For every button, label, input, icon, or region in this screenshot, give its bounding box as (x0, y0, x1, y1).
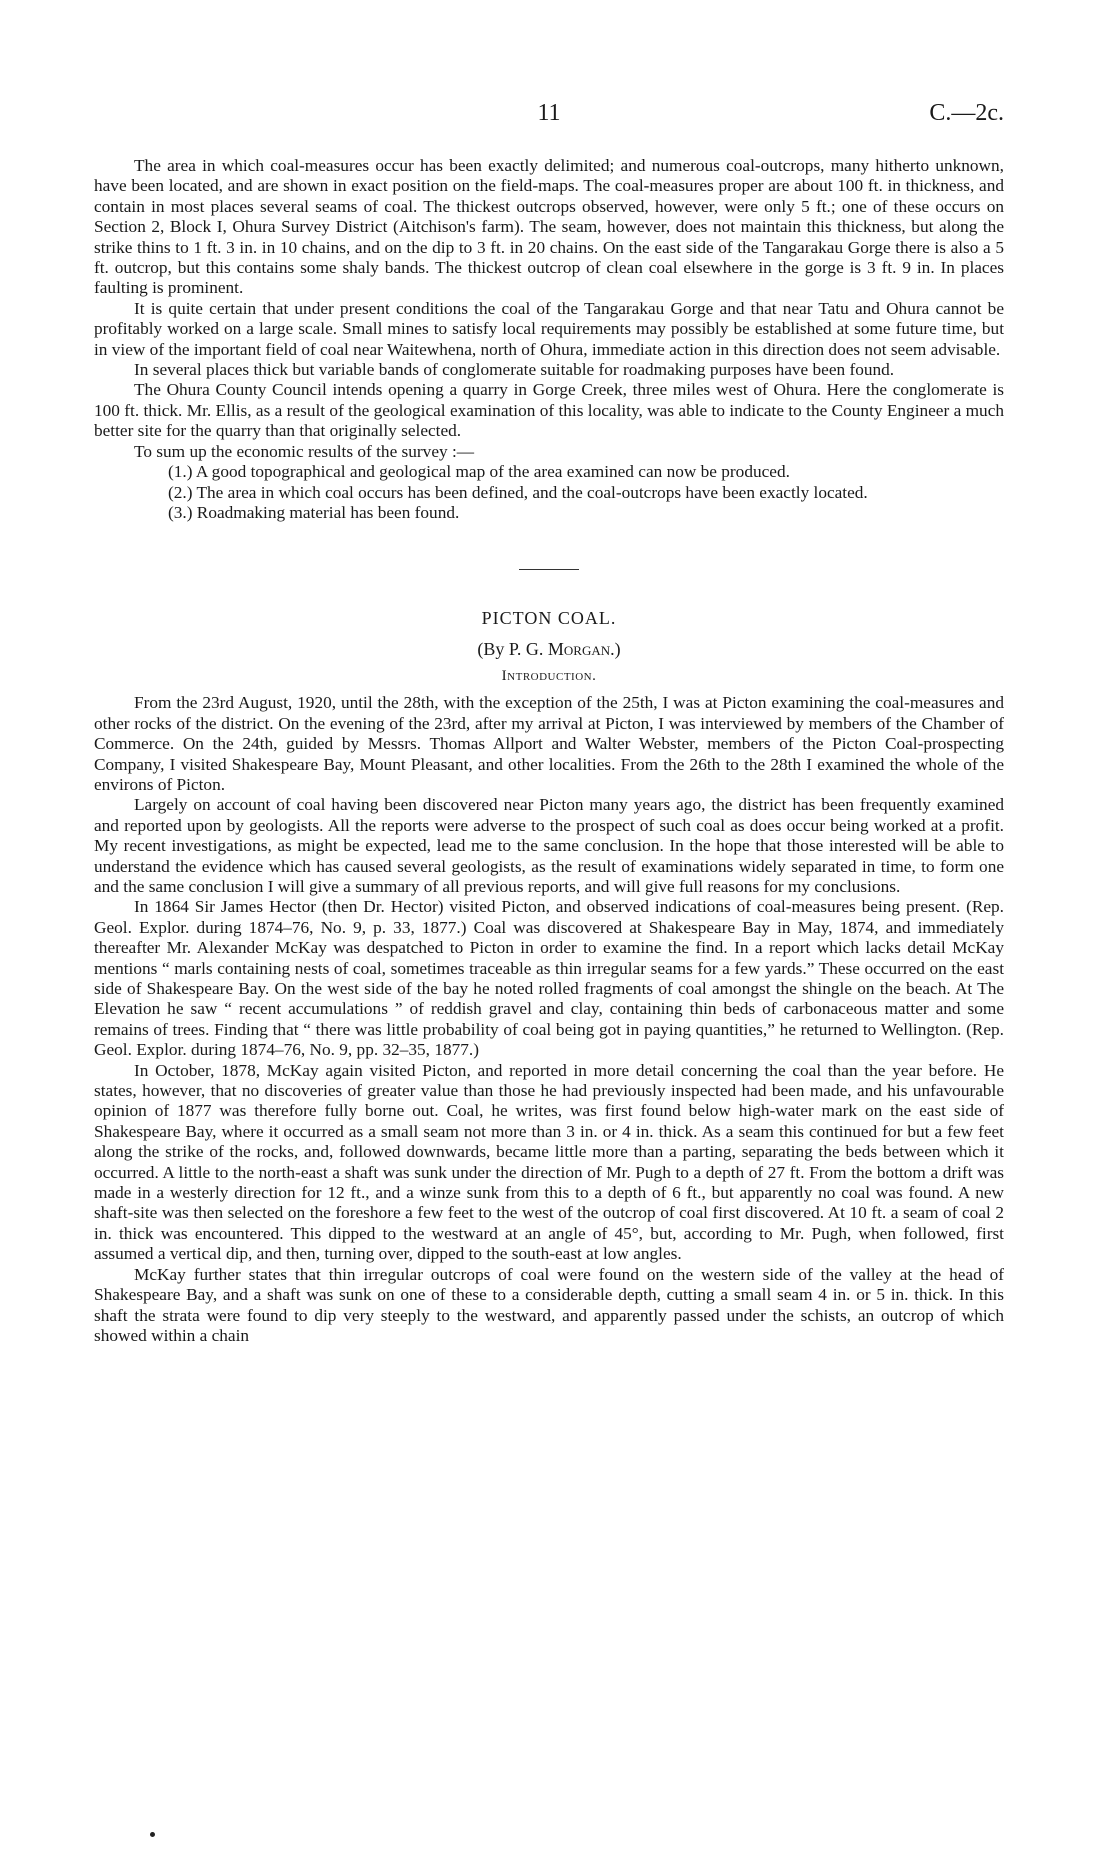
paragraph: In 1864 Sir James Hector (then Dr. Hector) visited Picton, and observed indications of coal-measures being present. (Rep. Geol. Explor. during 1874–76, No. 9, p. 33, 1877.) Coal was discovered at Shakespeare Bay in May, 1874, and immediately thereafter Mr. Alexander McKay was despatched to Picton in order to examine the find. In a report which lacks detail McKay mentions “ marls containing nests of coal, sometimes traceable as thin irregular seams for a few yards.” These occurred on the east side of Shakespeare Bay. On the west side of the bay he noted rolled fragments of coal amongst the shingle on the beach. At The Elevation he saw “ recent accumulations ” of reddish gravel and clay, containing thin beds of carbonaceous matter and some remains of trees. Finding that “ there was little probability of coal being got in paying quantities,” he returned to Wellington. (Rep. Geol. Explor. during 1874–76, No. 9, pp. 32–35, 1877.) (94, 897, 1004, 1060)
article-body (94, 693, 1004, 1346)
page-number: 11 (537, 100, 561, 126)
section-divider (519, 569, 579, 570)
article-author (94, 639, 1004, 660)
author-name: Morgan (547, 639, 611, 660)
author-suffix: .) (610, 639, 621, 660)
document-reference: C.—2c. (929, 100, 1004, 126)
page-header (94, 100, 1004, 140)
paragraph: From the 23rd August, 1920, until the 28th, with the exception of the 25th, I was at Picton examining the coal-measures and other rocks of the district. On the evening of the 23rd, after my arrival at Picton, I was interviewed by members of the Chamber of Commerce. On the 24th, guided by Messrs. Thomas Allport and Walter Webster, members of the Picton Coal-prospecting Company, I visited Shakespeare Bay, Mount Pleasant, and other localities. From the 26th to the 28th I examined the whole of the environs of Picton. (94, 693, 1004, 794)
paragraph: McKay further states that thin irregular outcrops of coal were found on the western side of the valley at the head of Shakespeare Bay, and a shaft was sunk on one of these to a considerable depth, cutting a small seam 4 in. or 5 in. thick. In this shaft the strata were found to dip very steeply to the westward, and apparently passed under the schists, an outcrop of which showed within a chain (94, 1264, 1004, 1345)
paragraph: In October, 1878, McKay again visited Picton, and reported in more detail concerning the coal than the year before. He states, however, that no discoveries of greater value than those he had previously inspected had been made, and his unfavourable opinion of 1877 was therefore fully borne out. Coal, he writes, was first found below high-water mark on the east side of Shakespeare Bay, where it occurred as a small seam not more than 3 in. or 4 in. thick. As a seam this continued for but a few feet along the strike of the rocks, and, followed downwards, became little more than a parting, separating the beds between which it occurred. A little to the north-east a shaft was sunk under the direction of Mr. Pugh to a depth of 27 ft. From the bottom a drift was made in a westerly direction for 12 ft., and a winze sunk from this to a depth of 6 ft., but apparently no coal was found. A new shaft-site was then selected on the foreshore a few feet to the west of the outcrop of coal first discovered. At 10 ft. a seam of coal 2 in. thick was encountered. This dipped to the westward at an angle of 45°, but, according to Mr. Pugh, when followed, first assumed a vertical dip, and then, turning over, dipped to the south-east at low angles. (94, 1060, 1004, 1264)
article-title: PICTON COAL. (481, 608, 617, 629)
list-item: (1.) A good topographical and geological map of the area examined can now be produced. (168, 462, 790, 482)
list-item: (2.) The area in which coal occurs has been defined, and the coal-outcrops have been exactly located. (168, 482, 868, 502)
paragraph: In several places thick but variable bands of conglomerate suitable for roadmaking purposes have been found. (134, 360, 895, 380)
document-page (94, 100, 1004, 1346)
list-item: (3.) Roadmaking material has been found. (168, 502, 460, 522)
survey-results-section (94, 156, 1004, 523)
paragraph: Largely on account of coal having been discovered near Picton many years ago, the district has been frequently examined and reported upon by geologists. All the reports were adverse to the prospect of such coal as does occur being worked at a profit. My recent investigations, as might be expected, lead me to the same conclusion. In the hope that those interested will be able to understand the evidence which has caused several geologists, as the result of examinations widely separated in time, to form one and the same conclusion I will give a summary of all previous reports, and will give full reasons for my conclusions. (94, 795, 1004, 896)
paragraph: To sum up the economic results of the survey :— (134, 441, 475, 461)
paragraph: The area in which coal-measures occur has been exactly delimited; and numerous coal-outcrops, many hitherto unknown, have been located, and are shown in exact position on the field-maps. The coal-measures proper are about 100 ft. in thickness, and contain in most places several seams of coal. The thickest outcrops observed, however, were only 5 ft.; one of these occurs on Section 2, Block I, Ohura Survey District (Aitchison's farm). The seam, however, does not maintain this thickness, but along the strike thins to 1 ft. 3 in. in 10 chains, and on the dip to 3 ft. in 20 chains. On the east side of the Tangarakau Gorge there is also a 5 ft. outcrop, but this contains some shaly bands. The thickest outcrop of clean coal elsewhere in the gorge is 3 ft. 9 in. In places faulting is prominent. (94, 156, 1004, 298)
paragraph: The Ohura County Council intends opening a quarry in Gorge Creek, three miles west of Ohura. Here the conglomerate is 100 ft. thick. Mr. Ellis, as a result of the geological examination of this locality, was able to indicate to the County Engineer a much better site for the quarry than that originally selected. (94, 380, 1004, 441)
section-heading: Introduction. (501, 668, 597, 685)
margin-mark (150, 1832, 155, 1837)
summary-list (94, 462, 1004, 523)
author-prefix: (By P. G. (477, 639, 548, 660)
paragraph: It is quite certain that under present conditions the coal of the Tangarakau Gorge and that near Tatu and Ohura cannot be profitably worked on a large scale. Small mines to satisfy local requirements may possibly be established at some future time, but in view of the important field of coal near Waitewhena, north of Ohura, immediate action in this direction does not seem advisable. (94, 298, 1004, 359)
